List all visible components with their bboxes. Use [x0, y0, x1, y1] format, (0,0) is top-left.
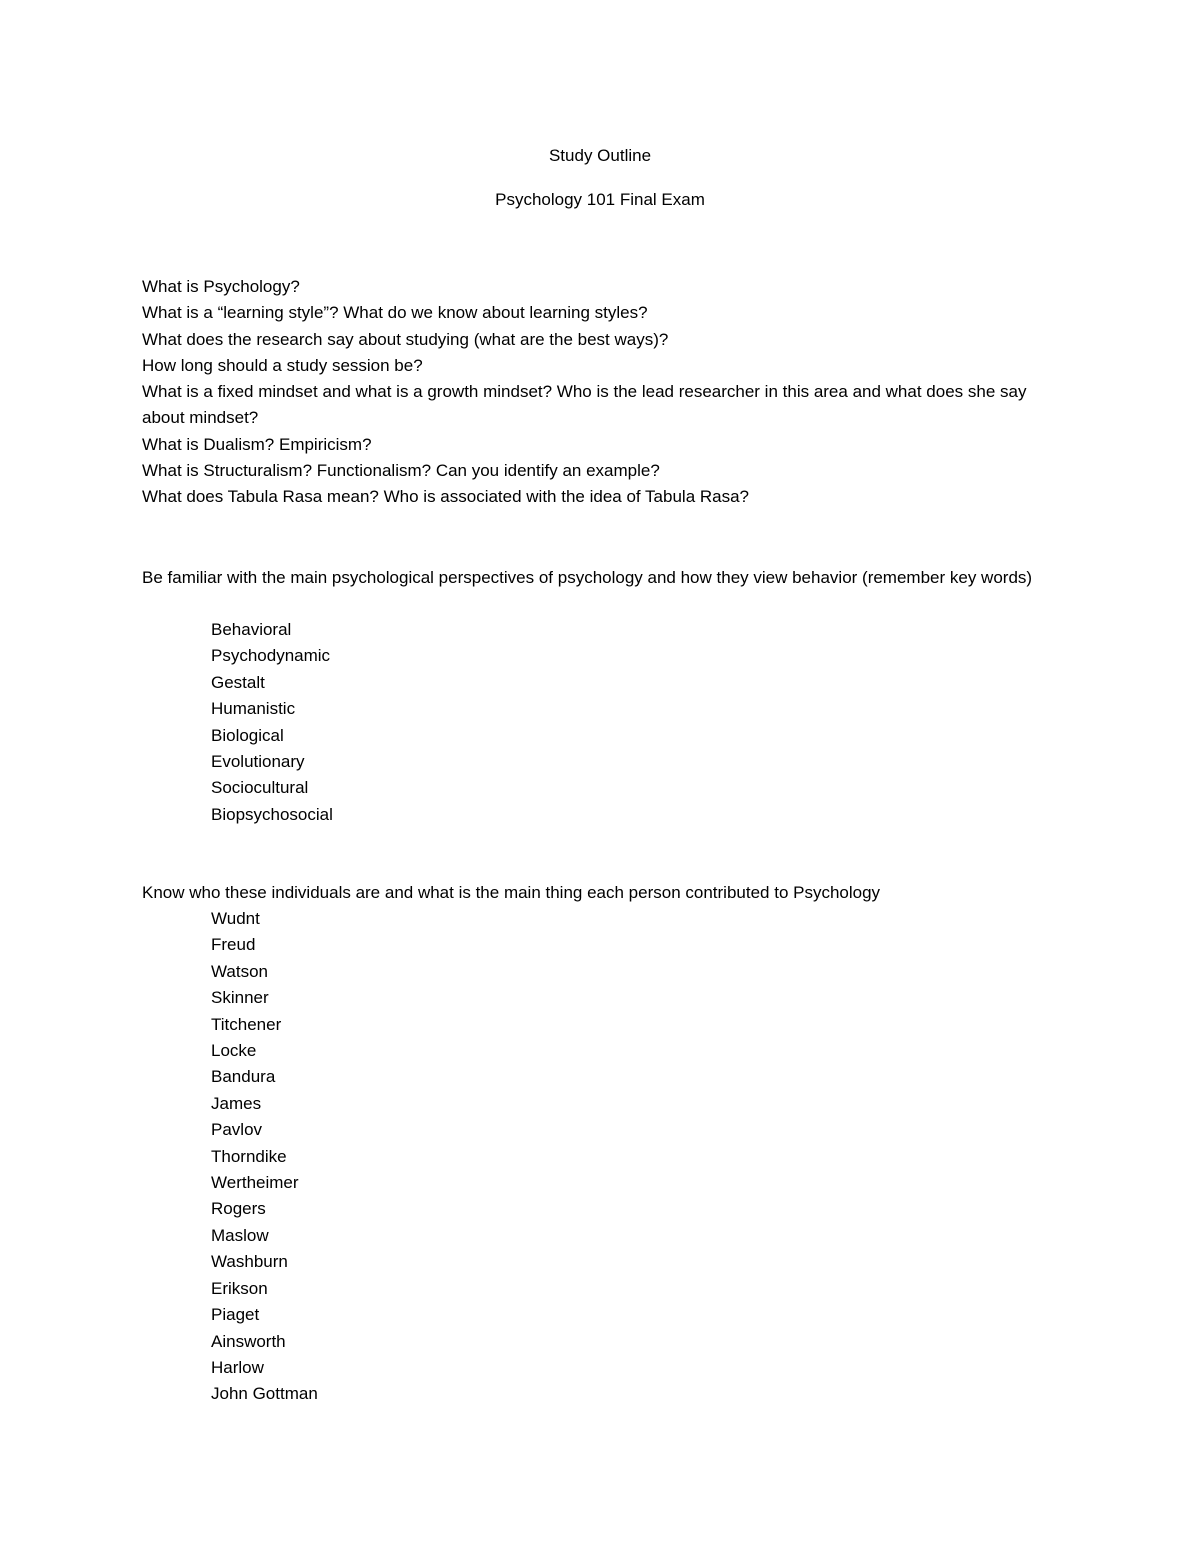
question-item: What is Structuralism? Functionalism? Can you identify an example? [142, 461, 660, 481]
individual-item: Thorndike [211, 1146, 287, 1166]
question-item: What is Psychology? [142, 277, 300, 296]
perspectives-intro: Be familiar with the main psychological perspectives of psychology and how they view behavior (remember key words) [142, 568, 1033, 587]
perspective-item: Behavioral [211, 620, 292, 639]
individual-item: Pavlov [211, 1120, 263, 1140]
individual-item: Watson [211, 961, 269, 981]
individual-item: Rogers [211, 1199, 266, 1219]
perspective-item: Biopsychosocial [211, 804, 333, 824]
individual-item: Piaget [211, 1305, 260, 1325]
individual-item: Locke [211, 1041, 257, 1061]
perspective-item: Biological [211, 725, 284, 745]
perspective-item: Gestalt [211, 672, 265, 692]
question-item: What is Dualism? Empiricism? [142, 434, 372, 454]
perspective-item: Psychodynamic [211, 646, 331, 666]
individual-item: Wertheimer [211, 1173, 299, 1193]
question-item: What does the research say about studying (what are the best ways)? [142, 329, 669, 349]
perspective-item: Humanistic [211, 699, 296, 719]
individual-item: Bandura [211, 1067, 276, 1087]
question-list [142, 274, 1062, 511]
individuals-list [211, 906, 318, 1408]
document-title: Study Outline [548, 146, 652, 165]
individuals-intro: Know who these individuals are and what is the main thing each person contributed to Psychology [142, 883, 881, 902]
perspective-item: Evolutionary [211, 752, 305, 772]
individual-item: James [211, 1093, 262, 1113]
individual-item: Freud [211, 935, 256, 955]
question-item: How long should a study session be? [142, 355, 423, 375]
perspective-item: Sociocultural [211, 778, 309, 798]
question-item: What does Tabula Rasa mean? Who is associated with the idea of Tabula Rasa? [142, 487, 750, 507]
individual-item: Harlow [211, 1357, 264, 1377]
individual-item: Erikson [211, 1278, 268, 1298]
individual-item: Wudnt [211, 909, 260, 928]
perspectives-list [211, 617, 333, 828]
question-item: What is a fixed mindset and what is a growth mindset? Who is the lead researcher in this area and what does she say about mindset? [142, 382, 1027, 428]
individual-item: Ainsworth [211, 1331, 286, 1351]
individual-item: Maslow [211, 1225, 269, 1245]
question-item: What is a “learning style”? What do we know about learning styles? [142, 303, 648, 323]
individual-item: Washburn [211, 1252, 288, 1272]
individual-item: Skinner [211, 988, 269, 1008]
document-subtitle: Psychology 101 Final Exam [495, 190, 705, 209]
individual-item: Titchener [211, 1014, 282, 1034]
individual-item: John Gottman [211, 1384, 318, 1404]
